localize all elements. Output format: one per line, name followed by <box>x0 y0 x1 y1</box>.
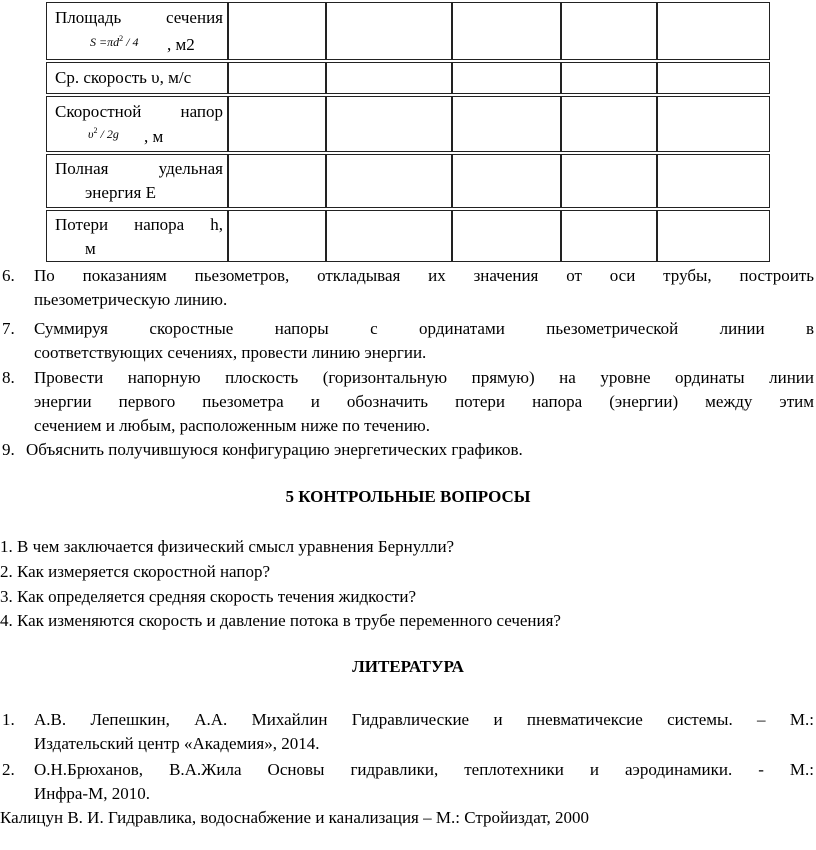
table-cell <box>561 210 657 262</box>
table-cell <box>452 96 561 152</box>
table-cell <box>228 96 326 152</box>
step-number: 9. <box>2 440 15 459</box>
reference-number: 2. <box>2 760 15 779</box>
table-cell <box>452 154 561 208</box>
step-text: Суммируя скоростные напоры с ординатами пьезометрической линии в <box>34 319 814 338</box>
step-text: энергии первого пьезометра и обозначить потери напора (энергии) между этим <box>34 392 814 411</box>
table-cell <box>452 62 561 94</box>
row-label-velocity: Ср. скорость υ, м/с <box>55 68 192 87</box>
table-cell <box>326 96 452 152</box>
step-number: 7. <box>2 319 15 338</box>
table-cell <box>228 62 326 94</box>
row-label-head-loss: Потери напора h, <box>55 215 223 234</box>
step-number: 8. <box>2 368 15 387</box>
step-number: 6. <box>2 266 15 285</box>
table-cell <box>228 210 326 262</box>
row-label-energy-cont: энергия E <box>85 183 156 202</box>
table-cell <box>326 210 452 262</box>
velocity-head-unit: , м <box>144 127 164 146</box>
table-cell <box>657 154 770 208</box>
area-unit: , м2 <box>167 35 195 54</box>
step-text: Объяснить получившуюся конфигурацию энергетических графиков. <box>26 440 523 459</box>
table-cell <box>657 62 770 94</box>
table-cell <box>657 96 770 152</box>
table-cell <box>561 154 657 208</box>
table-cell <box>228 2 326 60</box>
list-item: 4. Как изменяются скорость и давление потока в трубе переменного сечения? <box>0 611 561 630</box>
table-cell <box>326 2 452 60</box>
table-cell <box>452 2 561 60</box>
reference-text: Калицун В. И. Гидравлика, водоснабжение и канализация – М.: Стройиздат, 2000 <box>0 808 589 827</box>
list-item: 3. Как определяется средняя скорость течения жидкости? <box>0 587 417 606</box>
table-cell <box>326 62 452 94</box>
step-text: сечением и любым, расположенным ниже по течению. <box>34 416 430 435</box>
row-label-head-loss-unit: м <box>85 239 96 258</box>
list-item: 1. В чем заключается физический смысл уравнения Бернулли? <box>0 537 455 556</box>
step-text: По показаниям пьезометров, откладывая их значения от оси трубы, построить <box>34 266 814 285</box>
row-label-area: Площадь сечения <box>55 8 223 27</box>
table-cell <box>561 96 657 152</box>
area-formula: $S =\pi d^2 / 4$ <box>90 34 139 49</box>
table-cell <box>657 2 770 60</box>
step-text: соответствующих сечениях, провести линию энергии. <box>34 343 427 362</box>
step-text: пьезометрическую линию. <box>34 290 228 309</box>
step-text: Провести напорную плоскость (горизонтальную прямую) на уровне ординаты линии <box>34 368 814 387</box>
reference-text: А.В. Лепешкин, А.А. Михайлин Гидравлические и пневматичексие системы. – М.: <box>34 710 814 729</box>
table-cell <box>452 210 561 262</box>
reference-text: Издательский центр «Академия», 2014. <box>34 734 320 753</box>
table-cell <box>657 210 770 262</box>
table-cell <box>561 62 657 94</box>
table-cell <box>228 154 326 208</box>
row-label-energy: Полная удельная <box>55 159 223 178</box>
reference-text: Инфра-М, 2010. <box>34 784 150 803</box>
velocity-head-formula: $\upsilon^2 / 2g$ <box>88 126 119 141</box>
table-cell <box>561 2 657 60</box>
questions-heading: 5 КОНТРОЛЬНЫЕ ВОПРОСЫ <box>285 487 531 506</box>
literature-heading: ЛИТЕРАТУРА <box>352 657 464 676</box>
reference-text: О.Н.Брюханов, В.А.Жила Основы гидравлики, теплотехники и аэродинамики. - М.: <box>34 760 814 779</box>
list-item: 2. Как измеряется скоростной напор? <box>0 562 271 581</box>
row-label-velocity-head: Скоростной напор <box>55 102 223 121</box>
table-cell <box>326 154 452 208</box>
reference-number: 1. <box>2 710 15 729</box>
